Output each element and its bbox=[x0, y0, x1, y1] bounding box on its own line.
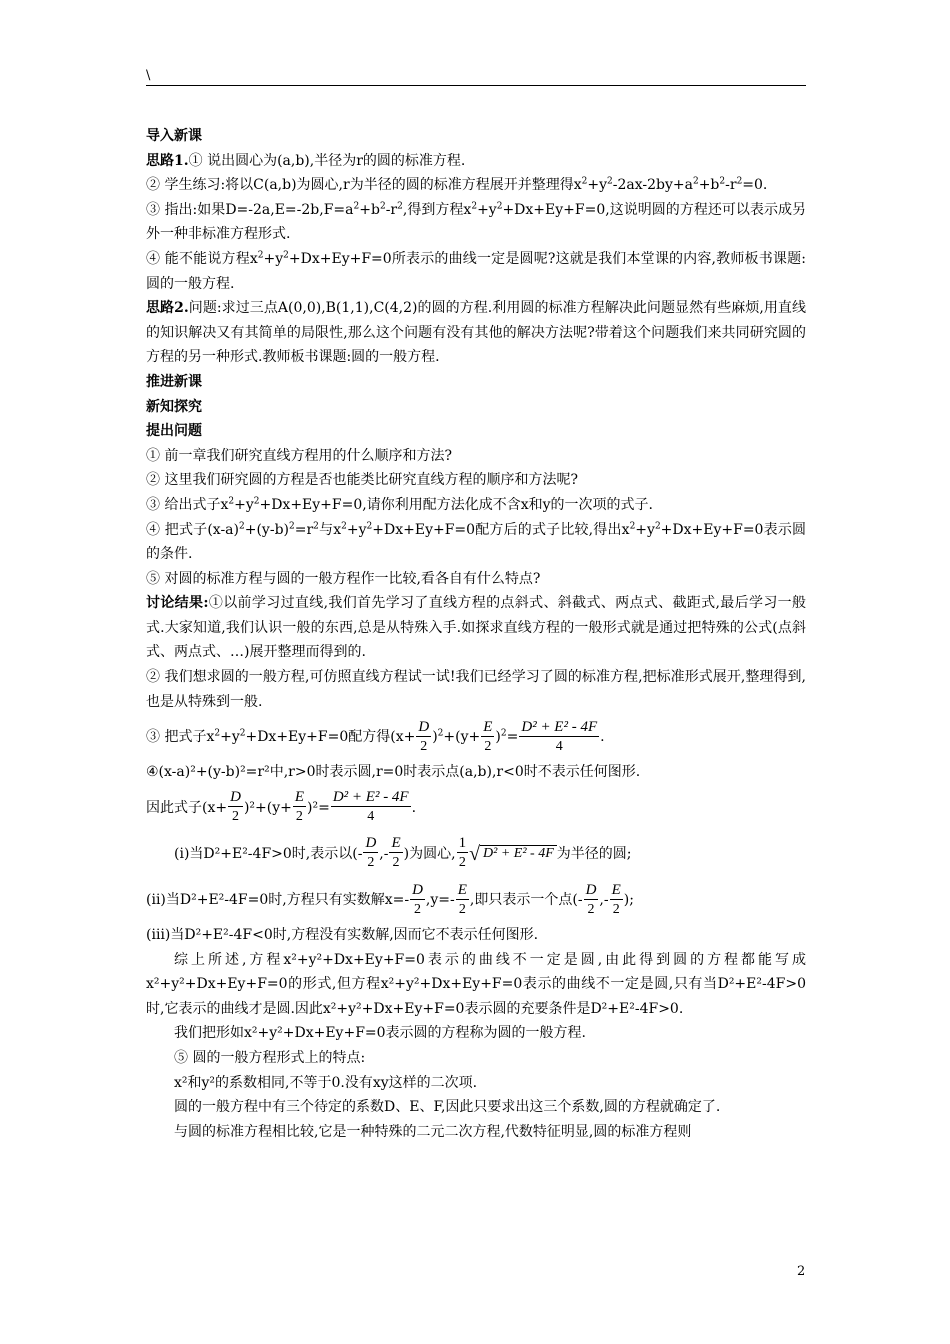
paragraph-idea2: 思路2.问题:求过三点A(0,0),B(1,1),C(4,2)的圆的方程.利用圆的标准方程解决此问题显然有些麻烦,用直线的知识解决又有其简单的局限性,那么这个问题有没有其他的解决方法呢?带着这个问题我们来共同研究圆的方程的另一种形式.教师板书课题:圆的一般方程. bbox=[146, 300, 806, 366]
subsection-questions: 提出问题 bbox=[146, 423, 202, 440]
case-3: (ⅲ)当D²+E²-4F<0时,方程没有实数解,因而它不表示任何图形. bbox=[146, 927, 539, 944]
document-body bbox=[146, 124, 806, 1144]
feature-comparison: 与圆的标准方程相比较,它是一种特殊的二元二次方程,代数特征明显,圆的标准方程则 bbox=[174, 1123, 692, 1140]
case-2: (ⅱ)当D²+E²-4F=0时,方程只有实数解x=- $\frac{D}{2}$ ,y=- $\frac{E}{2}$ ,即只表示一个点(- $\frac{D}{2}$ ,- $\frac{E}{2}$ ); bbox=[146, 881, 634, 917]
page-number: 2 bbox=[797, 1264, 806, 1279]
discussion-result-2: ② 我们想求圆的一般方程,可仿照直线方程试一试!我们已经学习了圆的标准方程,把标准形式展开,整理得到,也是从特殊到一般. bbox=[146, 669, 806, 710]
discussion-result-1: 讨论结果:①以前学习过直线,我们首先学习了直线方程的点斜式、斜截式、两点式、截距式,最后学习一般式.大家知道,我们认识一般的东西,总是从特殊入手.如探求直线方程的一般形式就是通过把特殊的公式(点斜式、两点式、…)展开整理而得到的. bbox=[146, 595, 806, 661]
fraction-one-half: $\frac{1}{2}$ bbox=[458, 835, 467, 871]
summary-paragraph: 综上所述,方程x²+y²+Dx+Ey+F=0表示的曲线不一定是圆,由此得到圆的方程都能写成x²+y²+Dx+Ey+F=0的形式,但方程x²+y²+Dx+Ey+F=0表示的曲线不一定是圆,只有当D²+E²-4F>0时,它表示的曲线才是圆.因此x²+y²+Dx+Ey+F=0表示圆的充要条件是D²+E²-4F>0. bbox=[146, 951, 806, 1017]
definition-paragraph: 我们把形如x²+y²+Dx+Ey+F=0表示圆的方程称为圆的一般方程. bbox=[174, 1025, 587, 1042]
feature-undetermined: 圆的一般方程中有三个待定的系数D、E、F,因此只要求出这三个系数,圆的方程就确定了. bbox=[174, 1099, 721, 1116]
section-title-new: 推进新课 bbox=[146, 373, 202, 390]
question-2: ② 这里我们研究圆的方程是否也能类比研究直线方程的顺序和方法呢? bbox=[146, 472, 578, 489]
question-5: ⑤ 对圆的标准方程与圆的一般方程作一比较,看各自有什么特点? bbox=[146, 570, 541, 587]
header-mark: \ bbox=[146, 68, 151, 83]
fraction-discriminant-over-4: $\frac{\text{D² + E² - 4F}}{4}$ bbox=[521, 718, 598, 754]
header-rule bbox=[146, 85, 806, 86]
paragraph-idea1: 思路1.① 说出圆心为(a,b),半径为r的圆的标准方程. bbox=[146, 152, 466, 169]
case-1: (ⅰ)当D²+E²-4F>0时,表示以(- $\frac{D}{2}$ ,- $\frac{E}{2}$ )为圆心, $\frac{1}{2}$ √ D² + E² - 4F 为半径的圆; bbox=[146, 831, 806, 877]
square-root: √ D² + E² - 4F bbox=[469, 831, 557, 877]
fraction-e-over-2: $\frac{E}{2}$ bbox=[483, 718, 493, 754]
fraction-d-over-2: $\frac{D}{2}$ bbox=[418, 718, 430, 754]
features-heading: ⑤ 圆的一般方程形式上的特点: bbox=[174, 1050, 366, 1067]
question-4: ④ 把式子$(x-a)^2+(y-b)^2=r^2$与$x^2+y^2+Dx+Ey+F=0$配方后的式子比较,得出$x^2+y^2+Dx+Ey+F=0$表示圆的条件. bbox=[146, 520, 806, 563]
feature-coefficients: x²和y²的系数相同,不等于0.没有xy这样的二次项. bbox=[174, 1074, 478, 1091]
section-title-intro: 导入新课 bbox=[146, 128, 202, 144]
subsection-explore: 新知探究 bbox=[146, 398, 202, 415]
therefore-line: 因此式子(x+ $\frac{D}{2}$ )²+(y+ $\frac{E}{2}$ )²= $\frac{\text{D² + E² - 4F}}{4}$ . bbox=[146, 789, 417, 825]
question-3: ③ 给出式子$x^2+y^2+Dx+Ey+F=0$,请你利用配方法化成不含x和y的一次项的式子. bbox=[146, 496, 653, 513]
paragraph-practice: ② 学生练习:将以C(a,b)为圆心,r为半径的圆的标准方程展开并整理得$x^2+y^2-2ax-2by+a^2+b^2-r^2=0$. bbox=[146, 176, 768, 194]
discussion-result-4: ④(x-a)²+(y-b)²=r²中,r>0时表示圆,r=0时表示点(a,b),r<0时不表示任何图形. bbox=[146, 764, 641, 781]
paragraph-question: ④ 能不能说方程$x^2+y^2+Dx+Ey+F=0$所表示的曲线一定是圆呢?这就是我们本堂课的内容,教师板书课题:圆的一般方程. bbox=[146, 250, 806, 292]
paragraph-point-out: ③ 指出:如果$D=-2a,E=-2b,F=a^2+b^2-r^2$,得到方程$x^2+y^2+Dx+Ey+F=0$,这说明圆的方程还可以表示成另外一种非标准方程形式. bbox=[146, 201, 806, 243]
question-1: ① 前一章我们研究直线方程用的什么顺序和方法? bbox=[146, 447, 452, 464]
completing-square-line: ③ 把式子$x^2+y^2+Dx+Ey+F=0$配方得(x+ $\frac{D}{2}$ )$^2$+(y+ $\frac{E}{2}$ )$^2$= $\frac{\text{D² + E² - 4F}}{4}$ . bbox=[146, 714, 806, 760]
